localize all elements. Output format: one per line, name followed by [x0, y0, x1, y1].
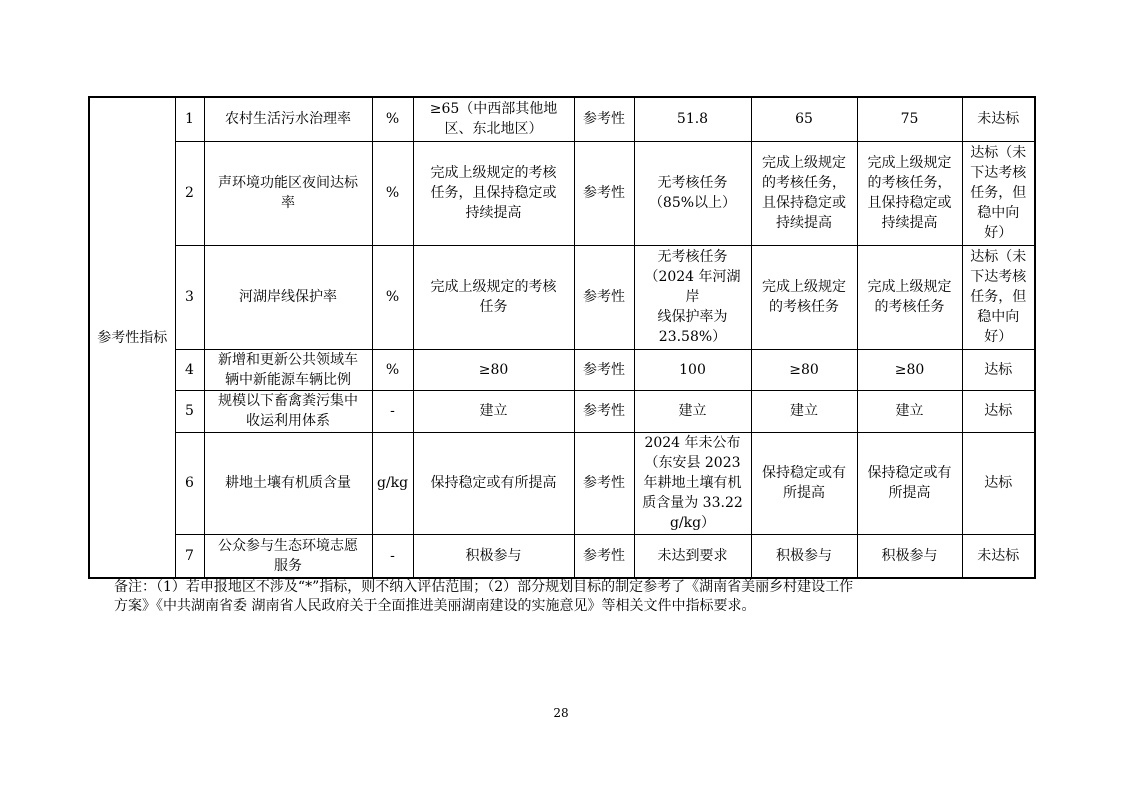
target-2030: ≥80 [857, 349, 962, 390]
status-cell: 达标（未 下达考核 任务，但 稳中向 好） [962, 141, 1035, 245]
category-cell: 参考性指标 [89, 97, 175, 578]
target-2027: 完成上级规定 的考核任务 [751, 245, 857, 349]
target-2027: 积极参与 [751, 534, 857, 578]
indicator-type: 参考性 [574, 390, 634, 432]
unit-cell: % [372, 349, 413, 390]
row-number: 3 [175, 245, 204, 349]
target-2030: 完成上级规定 的考核任务 [857, 245, 962, 349]
indicator-type: 参考性 [574, 245, 634, 349]
indicator-table [88, 96, 1036, 579]
current-value: 2024 年未公布 （东安县 2023 年耕地土壤有机 质含量为 33.22 g/kg） [634, 432, 751, 534]
indicator-name: 声环境功能区夜间达标 率 [204, 141, 372, 245]
status-cell: 达标 [962, 432, 1035, 534]
target-cell: 积极参与 [413, 534, 574, 578]
current-value: 无考核任务 （2024 年河湖岸 线保护率为 23.58%） [634, 245, 751, 349]
table-row [89, 141, 1035, 245]
indicator-name: 公众参与生态环境志愿 服务 [204, 534, 372, 578]
status-cell: 达标（未 下达考核 任务，但 稳中向 好） [962, 245, 1035, 349]
page-number: 28 [553, 706, 569, 720]
target-2030: 完成上级规定 的考核任务， 且保持稳定或 持续提高 [857, 141, 962, 245]
unit-cell: - [372, 390, 413, 432]
target-cell: 保持稳定或有所提高 [413, 432, 574, 534]
target-2030: 保持稳定或有 所提高 [857, 432, 962, 534]
unit-cell: % [372, 97, 413, 141]
indicator-name: 农村生活污水治理率 [204, 97, 372, 141]
table-row [89, 245, 1035, 349]
table-row [89, 432, 1035, 534]
table-row [89, 534, 1035, 578]
row-number: 2 [175, 141, 204, 245]
target-cell: ≥65（中西部其他地 区、东北地区） [413, 97, 574, 141]
row-number: 1 [175, 97, 204, 141]
indicator-type: 参考性 [574, 141, 634, 245]
target-2027: 65 [751, 97, 857, 141]
table-row [89, 349, 1035, 390]
status-cell: 未达标 [962, 97, 1035, 141]
row-number: 6 [175, 432, 204, 534]
target-2030: 建立 [857, 390, 962, 432]
target-2027: 保持稳定或有 所提高 [751, 432, 857, 534]
target-2027: ≥80 [751, 349, 857, 390]
unit-cell: - [372, 534, 413, 578]
table-note: 备注：（1）若申报地区不涉及“*”指标，则不纳入评估范围；（2）部分规划目标的制定参考了《湖南省美丽乡村建设工作 方案》《中共湖南省委 湖南省人民政府关于全面推进美丽湖南建设的实施意见》等相关文件中指标要求。 [114, 579, 854, 614]
indicator-type: 参考性 [574, 349, 634, 390]
status-cell: 达标 [962, 349, 1035, 390]
indicator-name: 耕地土壤有机质含量 [204, 432, 372, 534]
unit-cell: % [372, 141, 413, 245]
current-value: 无考核任务 （85%以上） [634, 141, 751, 245]
row-number: 5 [175, 390, 204, 432]
unit-cell: g/kg [372, 432, 413, 534]
status-cell: 未达标 [962, 534, 1035, 578]
target-2030: 75 [857, 97, 962, 141]
unit-cell: % [372, 245, 413, 349]
indicator-name: 规模以下畜禽粪污集中 收运利用体系 [204, 390, 372, 432]
status-cell: 达标 [962, 390, 1035, 432]
indicator-type: 参考性 [574, 97, 634, 141]
target-2027: 完成上级规定 的考核任务， 且保持稳定或 持续提高 [751, 141, 857, 245]
current-value: 51.8 [634, 97, 751, 141]
indicator-type: 参考性 [574, 432, 634, 534]
target-cell: 建立 [413, 390, 574, 432]
current-value: 未达到要求 [634, 534, 751, 578]
table-row [89, 97, 1035, 141]
current-value: 100 [634, 349, 751, 390]
target-cell: 完成上级规定的考核 任务 [413, 245, 574, 349]
current-value: 建立 [634, 390, 751, 432]
target-cell: ≥80 [413, 349, 574, 390]
row-number: 7 [175, 534, 204, 578]
indicator-name: 河湖岸线保护率 [204, 245, 372, 349]
target-cell: 完成上级规定的考核 任务，且保持稳定或 持续提高 [413, 141, 574, 245]
target-2027: 建立 [751, 390, 857, 432]
table-row [89, 390, 1035, 432]
indicator-name: 新增和更新公共领域车 辆中新能源车辆比例 [204, 349, 372, 390]
row-number: 4 [175, 349, 204, 390]
indicator-type: 参考性 [574, 534, 634, 578]
target-2030: 积极参与 [857, 534, 962, 578]
